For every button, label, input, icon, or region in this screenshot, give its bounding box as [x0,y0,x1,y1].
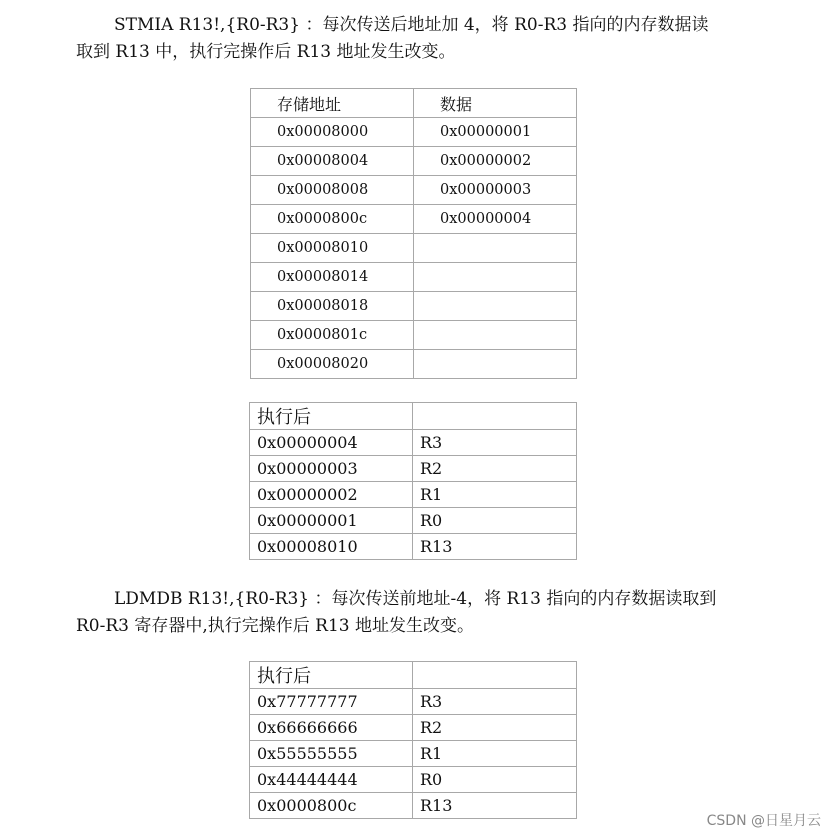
table-row [250,430,577,456]
after-stmia-table [249,402,577,560]
address-cell: 0x00008000 [251,118,414,147]
register-cell: R3 [413,689,577,715]
register-cell: R0 [413,508,577,534]
after-header-label: 执行后 [250,403,413,430]
value-cell: 0x00000003 [250,456,413,482]
data-cell [414,234,577,263]
address-cell: 0x00008008 [251,176,414,205]
value-cell: 0x00000001 [250,508,413,534]
data-cell: 0x00000003 [414,176,577,205]
after-header-empty [413,662,577,689]
table-row [250,767,577,793]
value-cell: 0x00000002 [250,482,413,508]
register-cell: R2 [413,715,577,741]
csdn-watermark: CSDN @日星月云 [706,813,821,829]
after-ldmdb-table [249,661,577,819]
address-cell: 0x00008018 [251,292,414,321]
value-cell: 0x00008010 [250,534,413,560]
register-cell: R3 [413,430,577,456]
data-cell: 0x00000001 [414,118,577,147]
stmia-description-line-2: 取到 R13 中，执行完操作后 R13 地址发生改变。 [76,42,456,62]
address-cell: 0x00008010 [251,234,414,263]
value-cell: 0x77777777 [250,689,413,715]
table-row [251,118,577,147]
stmia-description [76,12,708,66]
table-row [250,456,577,482]
data-cell: 0x00000004 [414,205,577,234]
after-header-label: 执行后 [250,662,413,689]
value-cell: 0x0000800c [250,793,413,819]
data-cell [414,321,577,350]
address-header: 存储地址 [251,89,414,118]
table-row [250,508,577,534]
table-row [251,292,577,321]
register-cell: R1 [413,741,577,767]
after-stmia-header [250,403,577,430]
value-cell: 0x44444444 [250,767,413,793]
table-row [251,263,577,292]
value-cell: 0x66666666 [250,715,413,741]
address-cell: 0x00008004 [251,147,414,176]
table-row [250,715,577,741]
memory-table [250,88,577,379]
address-cell: 0x00008020 [251,350,414,379]
stmia-description-line-1: STMIA R13!,{R0-R3} ：每次传送后地址加 4，将 R0-R3 指向的内存数据读 [114,15,709,35]
table-row [251,350,577,379]
table-row [251,176,577,205]
ldmdb-description-line-1: LDMDB R13!,{R0-R3} ：每次传送前地址-4，将 R13 指向的内存数据读取到 [114,589,717,609]
address-cell: 0x0000801c [251,321,414,350]
value-cell: 0x55555555 [250,741,413,767]
address-cell: 0x00008014 [251,263,414,292]
after-ldmdb-header [250,662,577,689]
address-cell: 0x0000800c [251,205,414,234]
table-row [250,482,577,508]
memory-table-header [251,89,577,118]
register-cell: R1 [413,482,577,508]
data-header: 数据 [414,89,577,118]
register-cell: R2 [413,456,577,482]
register-cell: R0 [413,767,577,793]
data-cell [414,350,577,379]
data-cell: 0x00000002 [414,147,577,176]
value-cell: 0x00000004 [250,430,413,456]
ldmdb-description-line-2: R0-R3 寄存器中,执行完操作后 R13 地址发生改变。 [76,616,475,636]
register-cell: R13 [413,793,577,819]
after-header-empty [413,403,577,430]
table-row [251,147,577,176]
table-row [251,205,577,234]
data-cell [414,292,577,321]
table-row [250,741,577,767]
table-row [250,793,577,819]
table-row [251,234,577,263]
register-cell: R13 [413,534,577,560]
data-cell [414,263,577,292]
table-row [250,534,577,560]
table-row [251,321,577,350]
table-row [250,689,577,715]
ldmdb-description [76,586,716,640]
